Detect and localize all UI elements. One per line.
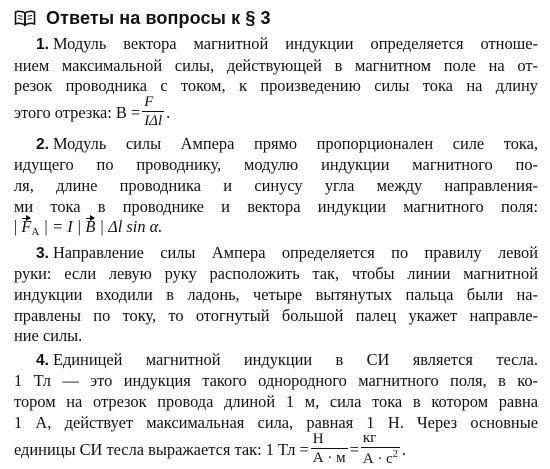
vector-b	[85, 217, 95, 238]
answer-number: 4.	[36, 351, 49, 369]
answer-line: 1 А, действует максимальная сила, равная 1 Н. Через основные	[14, 412, 538, 432]
answer-line	[14, 134, 538, 156]
answer-text: единицы СИ тесла выражается так: 1 Тл =	[14, 439, 309, 459]
fraction-denominator: IΔl	[144, 112, 163, 129]
fraction-denominator	[361, 447, 400, 467]
answer-text: Модуль силы Ампера прямо пропорционален силе тока,	[52, 133, 538, 153]
answer-number: 3.	[36, 244, 49, 262]
answer-line: 1 Тл — это индукция такого однородного магнитного поля, в ко-	[14, 371, 538, 391]
fraction-numerator: Н	[312, 431, 324, 448]
answer-line	[14, 34, 538, 56]
answer-line: ние силы.	[14, 326, 83, 346]
equals-sign: =	[349, 439, 359, 459]
answer-line: нием максимальной силы, действующей в магнитном поле на от-	[14, 55, 538, 75]
answer-text: Единицей магнитной индукции в СИ является тесла.	[52, 349, 538, 369]
formula-part: |	[14, 217, 18, 237]
answer-line: резок проводника с током, к произведению силы тока на длину	[14, 76, 538, 96]
ampere-force-formula	[14, 217, 538, 243]
formula-part: | = I |	[43, 217, 82, 237]
answer-1	[14, 34, 538, 131]
formula-suffix: .	[166, 102, 171, 122]
answer-2	[14, 134, 538, 243]
answer-text: Направление силы Ампера определяется по правилу левой	[52, 242, 538, 262]
section-title: Ответы на вопросы к § 3	[46, 7, 271, 28]
subscript: A	[31, 226, 40, 239]
answer-line: ми тока в проводнике и вектора индукции магнитного поля:	[14, 196, 538, 216]
answer-number: 1.	[36, 36, 49, 53]
formula-part: | Δl sin α.	[99, 217, 163, 237]
answer-line	[14, 430, 538, 469]
answer-line: индукции входили в ладонь, четыре вытянутых пальца были на-	[14, 284, 538, 304]
fraction-denominator: А · м	[312, 450, 346, 467]
answer-line: правлены по току, то отогнутый большой палец укажет направле-	[14, 305, 538, 325]
fraction-numerator: кг	[362, 430, 377, 447]
answer-line	[14, 350, 538, 372]
answer-line: идущего по проводнику, модулю индукции магнитного по-	[14, 155, 538, 175]
denominator-text: А · с	[362, 451, 393, 468]
answer-3	[14, 243, 538, 347]
answer-text: этого отрезка: B =	[14, 102, 141, 122]
answer-line: руки: если левую руку расположить так, чтобы линии магнитной	[14, 264, 538, 284]
formula-fraction	[361, 431, 400, 467]
vector-symbol: F	[21, 217, 32, 237]
answer-line: тором на отрезок провода длиной 1 м, сила тока в котором равна	[14, 391, 538, 411]
answer-4	[14, 350, 538, 469]
answer-line: ля, длине проводника и синусу угла между направления-	[14, 175, 538, 195]
fraction-numerator: F	[144, 93, 154, 110]
formula-suffix: .	[401, 439, 406, 459]
open-book-icon	[14, 9, 36, 27]
answer-text: Модуль вектора магнитной индукции определяется отноше-	[52, 34, 538, 53]
superscript: 2	[392, 449, 398, 461]
answer-line	[14, 243, 538, 265]
formula-fraction	[311, 432, 348, 466]
vector-f	[21, 217, 31, 238]
answer-number: 2.	[36, 135, 49, 153]
section-heading	[14, 6, 538, 30]
answer-line	[14, 93, 538, 131]
vector-symbol: B	[85, 217, 96, 237]
formula-fraction	[142, 95, 164, 129]
